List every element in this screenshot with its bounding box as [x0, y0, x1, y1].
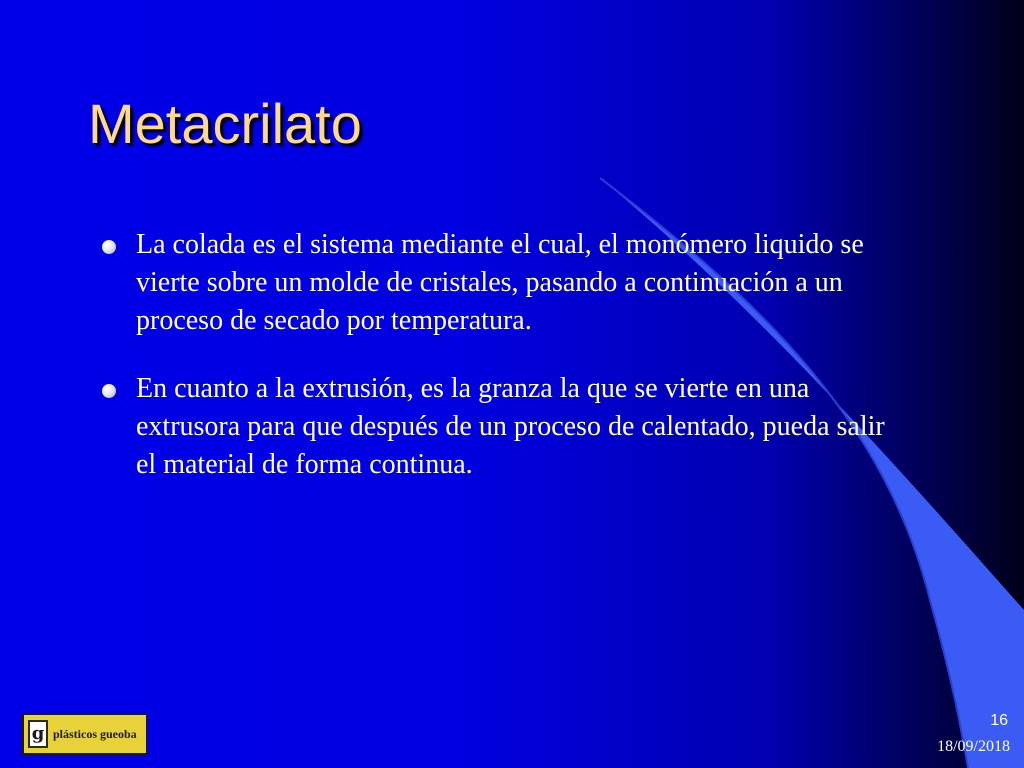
slide-date: 18/09/2018	[937, 738, 1010, 755]
bullet-icon	[102, 240, 116, 254]
bullet-list	[96, 226, 886, 514]
bullet-icon	[102, 384, 116, 398]
logo-text: plásticos gueoba	[53, 726, 137, 741]
bullet-item	[96, 370, 886, 484]
company-logo	[22, 713, 148, 755]
bullet-item	[96, 226, 886, 340]
slide-title: Metacrilato	[88, 92, 362, 155]
slide-number: 16	[990, 712, 1008, 729]
logo-mark: g	[28, 720, 48, 748]
bullet-text: En cuanto a la extrusión, es la granza la que se vierte en una extrusora para que después de un proceso de calentado, pueda salir el material de forma continua.	[136, 373, 885, 480]
bullet-text: La colada es el sistema mediante el cual, el monómero liquido se vierte sobre un molde de cristales, pasando a continuación a un proceso de secado por temperatura.	[136, 229, 864, 336]
